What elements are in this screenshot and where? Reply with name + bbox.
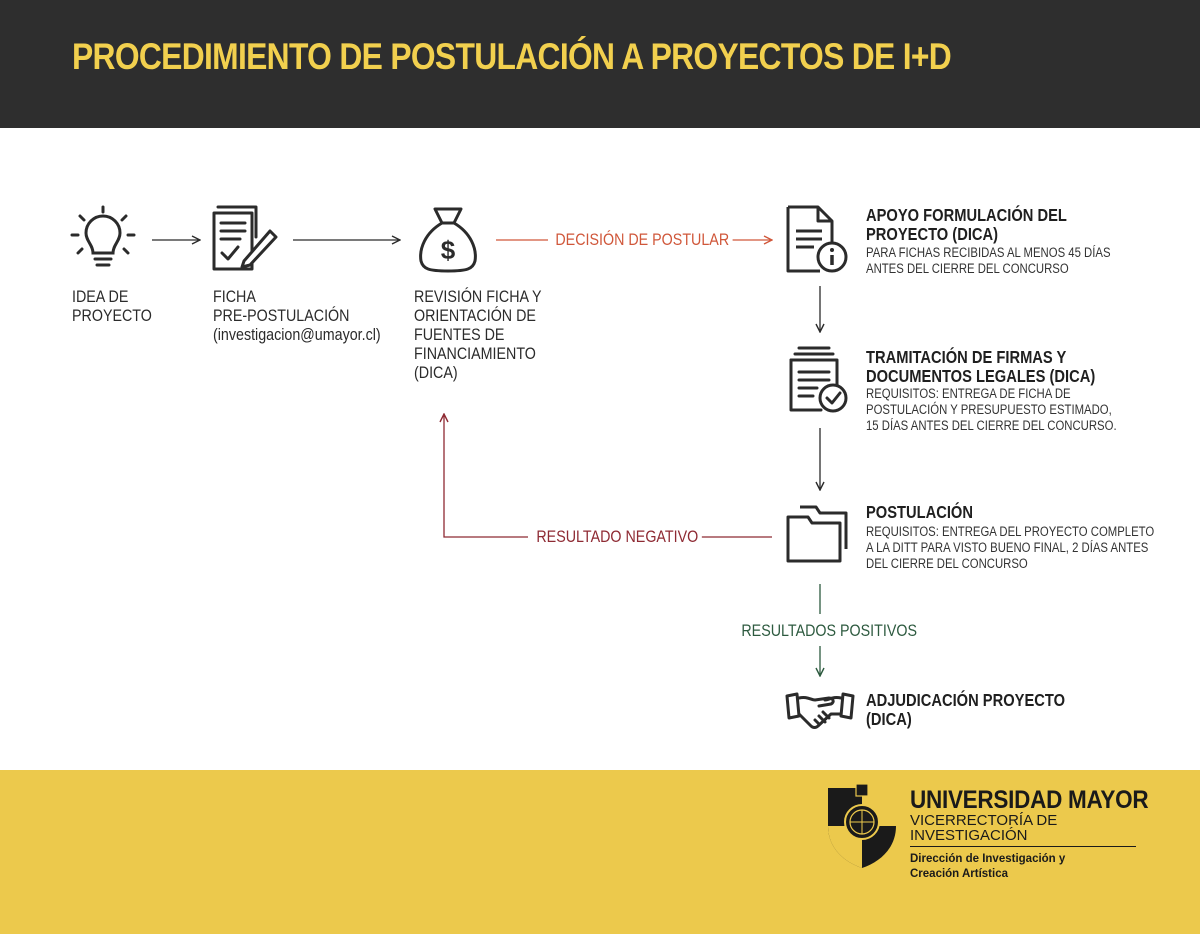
document-info-icon — [784, 205, 850, 275]
step-tramitacion-desc-line: REQUISITOS: ENTREGA DE FICHA DE — [866, 386, 1071, 401]
direccion-line: Dirección de Investigación y — [910, 853, 1066, 865]
decision-label: DECISIÓN DE POSTULAR — [552, 230, 732, 250]
svg-text:$: $ — [440, 235, 456, 265]
step-ficha-email[interactable]: (investigacion@umayor.cl) — [213, 325, 381, 344]
step-apoyo-title — [866, 206, 1067, 244]
step-apoyo-description — [866, 245, 1111, 277]
step-idea-line: PROYECTO — [72, 306, 152, 325]
step-tramitacion-desc-line: POSTULACIÓN Y PRESUPUESTO ESTIMADO, — [866, 402, 1112, 417]
step-tramitacion-description — [866, 386, 1117, 434]
direccion-line: Creación Artística — [910, 868, 1008, 880]
footer-divider — [910, 846, 1136, 847]
university-name: UNIVERSIDAD MAYOR — [910, 786, 1149, 814]
step-revision-label — [414, 287, 541, 382]
direccion-label — [910, 852, 1065, 882]
lightbulb-icon — [70, 205, 136, 275]
vicerrectoria-line: INVESTIGACIÓN — [910, 827, 1028, 844]
step-ficha-line: PRE-POSTULACIÓN — [213, 306, 350, 325]
vicerrectoria-line: VICERRECTORÍA DE — [910, 812, 1058, 829]
step-postulacion-desc-line: A LA DITT PARA VISTO BUENO FINAL, 2 DÍAS ANTES — [866, 540, 1149, 555]
document-edit-icon — [210, 205, 280, 273]
step-adjudicacion-title — [866, 691, 1065, 729]
step-idea-label — [72, 287, 152, 325]
university-shield-logo — [826, 782, 898, 870]
step-idea-line: IDEA DE — [72, 287, 129, 306]
step-postulacion-title-line: POSTULACIÓN — [866, 502, 973, 522]
step-revision-line: (DICA) — [414, 363, 458, 382]
step-apoyo-desc-line: PARA FICHAS RECIBIDAS AL MENOS 45 DÍAS — [866, 245, 1111, 260]
step-postulacion-desc-line: REQUISITOS: ENTREGA DEL PROYECTO COMPLETO — [866, 524, 1155, 539]
step-postulacion-desc-line: DEL CIERRE DEL CONCURSO — [866, 556, 1028, 571]
step-revision-line: REVISIÓN FICHA Y — [414, 287, 542, 306]
step-ficha-line: FICHA — [213, 287, 256, 306]
step-postulacion-description — [866, 524, 1154, 572]
step-tramitacion-title-line: DOCUMENTOS LEGALES (DICA) — [866, 366, 1096, 386]
step-adjudicacion-title-line: (DICA) — [866, 709, 912, 729]
page-title: PROCEDIMIENTO DE POSTULACIÓN A PROYECTOS DE I+D — [72, 36, 952, 77]
documents-check-icon — [787, 346, 851, 414]
step-revision-line: ORIENTACIÓN DE — [414, 306, 536, 325]
step-apoyo-title-line: PROYECTO (DICA) — [866, 224, 999, 244]
step-tramitacion-title — [866, 348, 1095, 386]
step-revision-line: FINANCIAMIENTO — [414, 344, 536, 363]
arrow-negative-back — [444, 414, 528, 537]
step-apoyo-title-line: APOYO FORMULACIÓN DEL — [866, 205, 1067, 225]
step-postulacion-title — [866, 503, 973, 522]
step-tramitacion-title-line: TRAMITACIÓN DE FIRMAS Y — [866, 347, 1067, 367]
step-revision-line: FUENTES DE — [414, 325, 505, 344]
money-bag-icon — [417, 205, 479, 275]
step-ficha-label — [213, 287, 381, 344]
folder-icon — [786, 505, 854, 563]
step-apoyo-desc-line: ANTES DEL CIERRE DEL CONCURSO — [866, 261, 1069, 276]
step-adjudicacion-title-line: ADJUDICACIÓN PROYECTO — [866, 690, 1066, 710]
positive-result-label: RESULTADOS POSITIVOS — [738, 621, 920, 641]
handshake-icon — [785, 690, 855, 734]
vicerrectoria-label — [910, 813, 1057, 843]
negative-result-label: RESULTADO NEGATIVO — [533, 527, 702, 547]
step-tramitacion-desc-line: 15 DÍAS ANTES DEL CIERRE DEL CONCURSO. — [866, 418, 1117, 433]
